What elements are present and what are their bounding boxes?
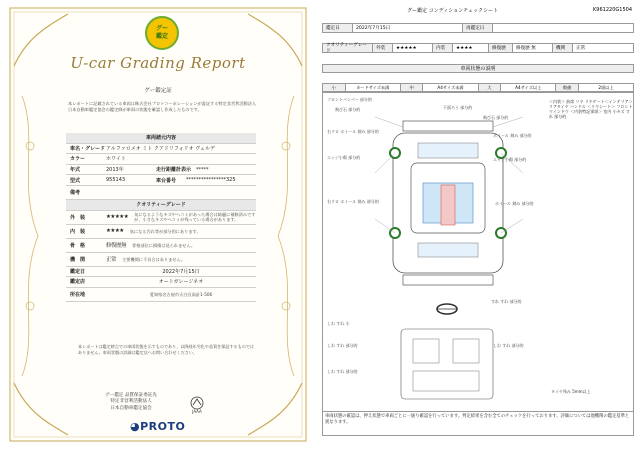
legend-cell: A4サイズ以上 (501, 84, 556, 91)
legend-cell: カードサイズ未満 (346, 84, 401, 91)
legend-cell: 2項以上 (598, 84, 614, 90)
damage-note: 右リロ ホイール 刻み 部分的 (327, 199, 379, 204)
legend-cell: 小 (323, 84, 346, 91)
quality-label: 外 装 (70, 214, 86, 221)
proto-wordmark: PROTO (140, 420, 186, 433)
badge-line1: グー (155, 25, 168, 32)
date-value: 2022年7月15日 (353, 24, 463, 32)
interior-notes: ＜内装＞ 前席 リヤ リヤゲート＜インテリア＞ リアタイヤ ハンドル ＜リヤシート＞ フロントウインドウ ＜内装特記事項＞ 室内 小キズ すれ 部分的 (549, 99, 633, 119)
recheck-label: 再鑑定日 (463, 24, 493, 32)
inspection-shop-row (66, 277, 256, 288)
spec-label: カラー (70, 156, 86, 163)
legend-cell: 数値 (556, 84, 579, 91)
damage-note: しわ すれ 部分的 (327, 369, 358, 374)
quality-stars: ★★★★ (106, 228, 124, 235)
damage-note: しわ すれ 部分的 (493, 343, 524, 348)
spec-label: 車名・グレード (70, 145, 106, 152)
size-legend (322, 83, 634, 92)
spec-value-2: ****************325 (186, 177, 236, 184)
tire-note: タイヤ残み 5mm以上 (551, 389, 591, 394)
ext-label: 外装 (373, 44, 393, 52)
date-value: 2022年7月15日 (162, 268, 200, 275)
car-outline (323, 93, 549, 411)
damage-note: 飛び石 部分的 (335, 107, 361, 112)
int-label: 内装 (433, 44, 453, 52)
damage-note: フロントバンパー 部分的 (327, 97, 372, 102)
org-line: 特定非営利活動法人 (110, 399, 152, 405)
document-id: K961220G1504 (593, 7, 632, 13)
badge-line2: 鑑定 (155, 33, 168, 40)
damage-note: 飛び石 部分的 (483, 115, 509, 120)
quality-note: 骨格部位に損傷は見られません。 (132, 242, 196, 248)
certificate-intro: 本レポートに記載されている車両は株式会社プロトコーポレーションが委託する特定非営利活動法人日本自動車鑑定協会の鑑定師が車両の状態を確認し作成したものです。 (68, 101, 257, 113)
quality-row-engine (66, 253, 256, 267)
quality-stars: ★★★★★ (106, 214, 129, 221)
jaaa-logo (186, 396, 208, 414)
damage-note: しわ すれ 部分的 (327, 343, 358, 348)
location-row (66, 288, 256, 302)
spec-value: 955143 (106, 177, 126, 184)
jaaa-text: JAAA (192, 409, 202, 414)
certificate-subtitle: グー鑑定証 (144, 88, 172, 94)
spec-value-2: ***** (196, 166, 209, 173)
legend-cell: A4サイズ未満 (423, 84, 478, 91)
grade-bar (322, 43, 634, 53)
date-label: 鑑定日 (323, 24, 353, 32)
quality-stars: 正常 (106, 257, 117, 264)
grade-label: クオリティーグレード (323, 44, 373, 52)
vehicle-damage-diagram (322, 92, 634, 412)
damage-note: 下面ろう 部分的 (443, 105, 473, 110)
quality-label: 機 関 (70, 256, 86, 263)
location-label: 所在地 (70, 291, 86, 298)
spec-value: ホワイト (106, 156, 126, 163)
inspection-date-row (66, 267, 256, 278)
spec-label: 型式 (70, 177, 81, 184)
damage-note: エッジ小傷 部分的 (493, 157, 527, 162)
quality-note: 気になる汚れ等が部分的にあります。 (129, 228, 201, 234)
certifying-organization (76, 393, 186, 412)
spec-label-2: 走行距離計表示 (156, 167, 192, 174)
sheet-header (322, 6, 634, 16)
spec-row-model (66, 175, 256, 186)
repair-value: 修復歴 無 (513, 44, 553, 52)
goo-kantei-badge (145, 16, 179, 50)
spec-section-title: 車両諸元内容 (66, 133, 256, 144)
certificate-title: U-car Grading Report (70, 54, 246, 72)
spec-row-color (66, 154, 256, 165)
quality-note: 気になるようなキズやヘコミがあった場合は綺麗に補修済みですが、小さなキズやヘコミが残っている場合があります。 (134, 212, 256, 223)
damage-note: ホイール 刻み 部分的 (493, 133, 532, 138)
org-line: 日本自動車鑑定協会 (110, 405, 152, 411)
proto-logo: ◕PROTO (130, 420, 186, 433)
engine-label: 機関 (553, 44, 573, 52)
spec-label-2: 車台番号 (156, 177, 177, 184)
vehicle-spec-table (66, 133, 256, 302)
recheck-value (493, 24, 633, 32)
certificate-footer-text: 本レポートは鑑定時点での車両状態を示すものであり、以降経年劣化や品質を保証するものではありません。車両状態の詳細は鑑定店へお問い合わせください。 (78, 344, 255, 355)
grading-certificate (8, 6, 308, 443)
spec-row-remarks (66, 186, 256, 200)
damage-note: 右リロ ホイール 刻み 部分的 (327, 129, 379, 134)
quality-row-exterior (66, 211, 256, 225)
int-stars: ★★★★ (453, 44, 489, 52)
damage-note: すれ すれ 部分的 (491, 299, 522, 304)
quality-note: 主要機関に不具合はありません。 (122, 256, 186, 262)
spec-value: 2013年 (106, 167, 124, 174)
ext-stars: ★★★★★ (393, 44, 433, 52)
legend-cell: 中 (401, 84, 424, 91)
shop-value: オートガレージネオ (158, 279, 204, 286)
spec-value: アルファロメオ ミト クアドリフォリオ ヴェルデ (106, 145, 215, 152)
spec-row-year (66, 165, 256, 176)
quality-row-frame (66, 239, 256, 253)
damage-note: エッジ小傷 部分的 (327, 155, 361, 160)
sheet-title: グー鑑定 コンディションチェックシート (407, 8, 498, 14)
spec-label: 備考 (70, 189, 81, 196)
location-value: 愛知県名古屋市天白区高針1-506 (149, 291, 213, 297)
quality-section-title: クオリティーグレード (66, 200, 256, 211)
sheet-disclaimer: 車両状態の確認は、押え状態で車両ごとに一通り確認を行っています。判定結果を含む全てのチェックを行っております。評価については他機関の鑑定基準と異なります。 (322, 412, 634, 436)
damage-note: ホイール 刻み 部分的 (495, 201, 534, 206)
date-label: 鑑定日 (70, 268, 86, 275)
damage-note: しわ すれ 小 (327, 321, 350, 326)
spec-label: 年式 (70, 167, 81, 174)
legend-cell: 大 (479, 84, 502, 91)
shop-label: 鑑定店 (70, 279, 86, 286)
condition-check-sheet (322, 6, 634, 443)
quality-label: 内 装 (70, 228, 86, 235)
condition-section-title: 車両状態の説明 (322, 64, 634, 73)
org-line: グー鑑定 品質保証委託先 (105, 393, 157, 398)
quality-label: 骨 格 (70, 242, 86, 249)
date-bar (322, 23, 634, 33)
spec-row-name (66, 144, 256, 155)
quality-row-interior (66, 225, 256, 239)
engine-value: 正常 (576, 46, 586, 51)
repair-label: 修復歴 (489, 44, 513, 52)
quality-stars: 修復歴無 (106, 243, 127, 250)
